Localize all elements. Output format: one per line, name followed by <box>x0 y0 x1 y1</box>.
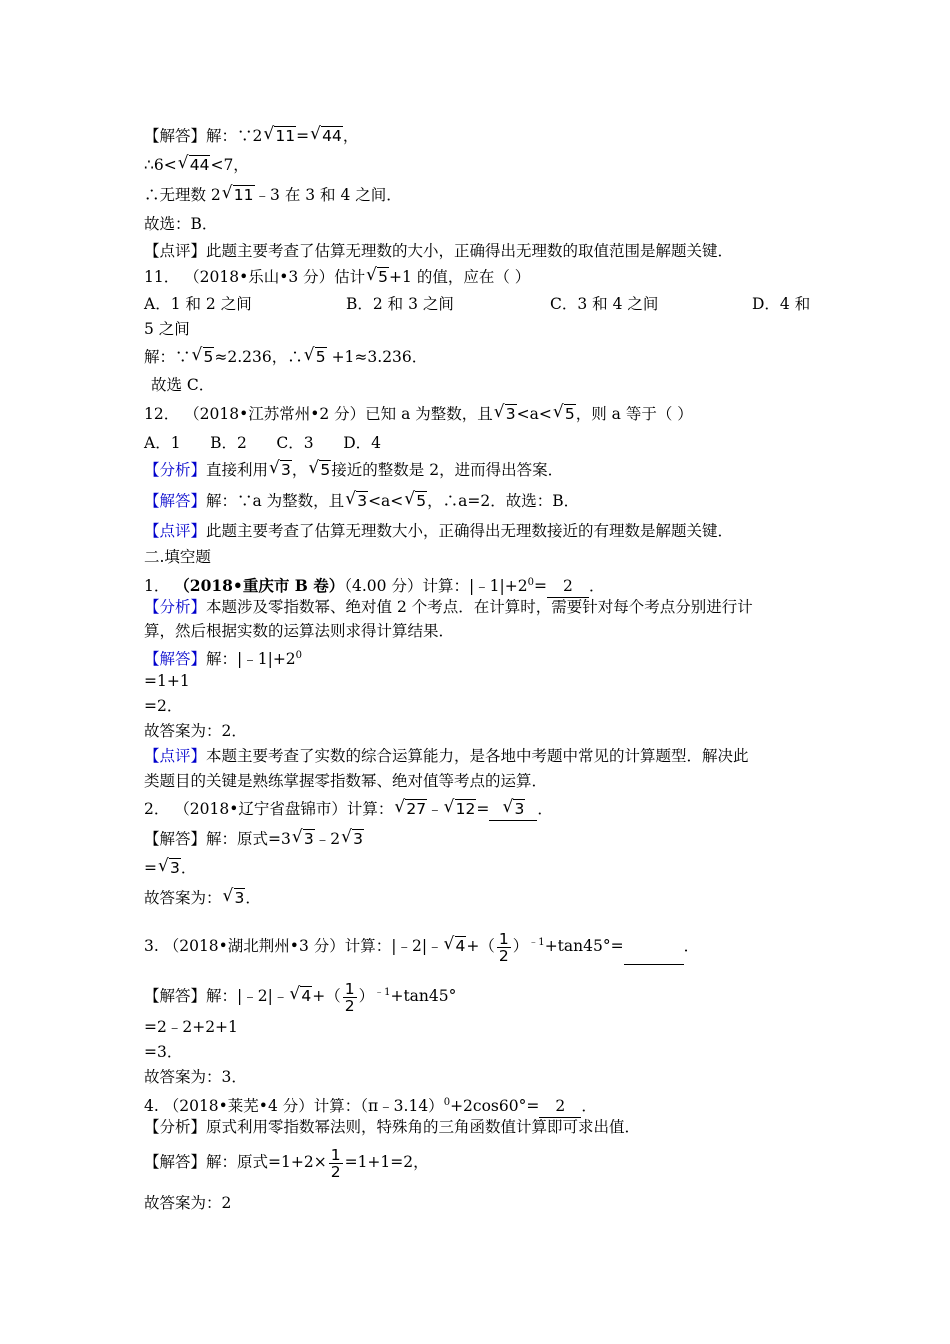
sqrt: √ 11 <box>222 184 255 206</box>
sqrt: √ 3 <box>158 857 181 879</box>
q11-option-d: D．4 和 <box>752 295 811 313</box>
line-p5: 【点评】此题主要考查了估算无理数的大小，正确得出无理数的取值范围是解题关键． <box>144 242 734 260</box>
sqrt: √ 5 <box>553 403 576 425</box>
sqrt: √ 4 <box>289 978 312 1014</box>
f2-step-2: =√ 3． <box>144 857 196 879</box>
f3-step-3: =3． <box>144 1043 183 1061</box>
f3-step-2: =2﹣2+2+1 <box>144 1018 238 1036</box>
f1-comment: 【点评】本题主要考查了实数的综合运算能力，是各地中考题中常见的计算题型．解决此 <box>144 747 749 765</box>
comment-tag: 【点评】 <box>144 522 207 540</box>
f3-answer: 【解答】解：|﹣2|﹣√ 4+（ $\frac{1}{2}$ ）$^{﹣1}$+tan45° <box>144 975 456 1014</box>
f1-analysis: 【分析】本题涉及零指数幂、绝对值 2 个考点．在计算时，需要针对每个考点分别进行计 <box>144 598 753 616</box>
q12-options: A．1 B．2 C．3 D．4 <box>144 434 382 452</box>
q11-option-b: B．2 和 3 之间 <box>346 295 454 313</box>
fill-question-1: 1． （2018•重庆市 B 卷）（4.00 分）计算：$|﹣1|+2^0= 2$ ． <box>144 572 605 598</box>
q12-analysis: 【分析】直接利用√ 3，√ 5接近的整数是 2，进而得出答案． <box>144 459 563 481</box>
comment-tag: 【点评】 <box>144 747 207 765</box>
sqrt: √ 12 <box>444 798 477 820</box>
line-p4: 故选：B． <box>144 215 218 233</box>
sqrt: √ 5 <box>308 459 331 481</box>
fill-question-4: 4. （2018•莱芜•4 分）计算：（π﹣3.14）$^0$+2cos60°= 2 ． <box>144 1092 597 1118</box>
f4-final: 故答案为：2 <box>144 1194 232 1212</box>
f1-step-3: =2． <box>144 697 183 715</box>
question-11: 11． （2018•乐山•3 分）估计√ 5+1 的值，应在（ ） <box>144 266 530 288</box>
sqrt: √ 11 <box>263 125 296 147</box>
fraction: $\frac{1}{2}$ <box>330 1145 341 1181</box>
q11-option-c: C．3 和 4 之间 <box>550 295 659 313</box>
fraction: $\frac{1}{2}$ <box>498 929 509 965</box>
sqrt: √ 27 <box>394 798 427 820</box>
answer-blank: 2 <box>547 575 589 598</box>
q12-answer: 【解答】解：∵a 为整数，且√ 3<a<√ 5，∴a=2．故选：B． <box>144 490 579 512</box>
f4-answer: 【解答】解：原式=1+2× $\frac{1}{2}$ =1+1=2， <box>144 1145 429 1181</box>
sqrt: √ 4 <box>444 928 467 964</box>
sqrt: √ 44 <box>310 125 343 147</box>
f1-final: 故答案为：2． <box>144 722 247 740</box>
line-p1: 【解答】解：∵2√ 11=√ 44， <box>144 125 358 147</box>
sqrt: √ 3 <box>345 490 368 512</box>
analysis-tag: 【分析】 <box>144 598 207 616</box>
question-12: 12． （2018•江苏常州•2 分）已知 a 为整数，且√ 3<a<√ 5，则 a 等于（ ） <box>144 403 693 425</box>
comment-tag: 【点评】 <box>144 242 207 260</box>
q12-comment: 【点评】此题主要考查了估算无理数大小，正确得出无理数接近的有理数是解题关键． <box>144 522 734 540</box>
q11-answer: 故选 C． <box>151 376 215 394</box>
analysis-tag: 【分析】 <box>144 461 207 479</box>
answer-tag: 【解答】 <box>144 127 207 145</box>
answer-blank <box>624 928 684 965</box>
f1-comment-cont: 类题目的关键是熟练掌握零指数幂、绝对值等考点的运算． <box>144 772 548 790</box>
answer-blank: 2 <box>539 1095 581 1118</box>
f3-final: 故答案为：3． <box>144 1068 247 1086</box>
f2-answer: 【解答】解：原式=3√ 3﹣2√ 3 <box>144 828 364 850</box>
answer-tag: 【解答】 <box>144 987 207 1005</box>
fill-question-3: 3. （2018•湖北荆州•3 分）计算：|﹣2|﹣√ 4+（ $\frac{1}{2}$ ）$^{﹣1}$+tan45°= ． <box>144 925 699 965</box>
section-fill-in: 二.填空题 <box>144 548 211 566</box>
f1-answer: 【解答】解：$|﹣1|+2^0$ <box>144 650 303 668</box>
f1-analysis-cont: 算，然后根据实数的运算法则求得计算结果． <box>144 622 455 640</box>
sqrt: √ 5 <box>366 266 389 288</box>
q11-solution: 解：∵√ 5≈2.236，∴√ 5 +1≈3.236． <box>144 346 427 368</box>
sqrt: √ 5 <box>192 346 215 368</box>
answer-tag: 【解答】 <box>144 1153 207 1171</box>
sqrt: √ 3 <box>269 459 292 481</box>
sqrt: √ 3 <box>223 887 246 909</box>
sqrt: √ 5 <box>304 346 327 368</box>
line-p3: ∴无理数 2√ 11﹣3 在 3 和 4 之间． <box>144 184 402 206</box>
f4-analysis: 【分析】原式利用零指数幂法则，特殊角的三角函数值计算即可求出值． <box>144 1118 641 1136</box>
sqrt: √ 44 <box>178 154 211 176</box>
answer-tag: 【解答】 <box>144 830 207 848</box>
analysis-tag: 【分析】 <box>144 1118 207 1136</box>
answer-tag: 【解答】 <box>144 492 207 510</box>
sqrt: √ 3 <box>494 403 517 425</box>
f2-final: 故答案为：√ 3． <box>144 887 261 909</box>
q11-option-a: A．1 和 2 之间 <box>144 295 252 313</box>
answer-blank: √ 3 <box>489 798 537 821</box>
fill-question-2: 2． （2018•辽宁省盘锦市）计算：√ 27﹣√ 12=√ 3 ． <box>144 798 553 821</box>
fraction: $\frac{1}{2}$ <box>344 979 355 1015</box>
sqrt: √ 3 <box>341 828 364 850</box>
sqrt: √ 3 <box>292 828 315 850</box>
line-p2: ∴6<√ 44<7， <box>144 154 249 176</box>
f1-step-2: =1+1 <box>144 672 190 690</box>
sqrt: √ 5 <box>404 490 427 512</box>
answer-tag: 【解答】 <box>144 650 207 668</box>
q11-option-d-cont: 5 之间 <box>144 320 190 338</box>
